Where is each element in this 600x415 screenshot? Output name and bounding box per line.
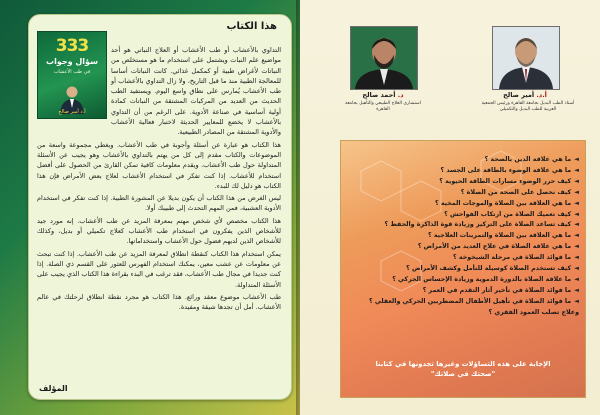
list-item: ◄ما هي علاقة الدين بالصحة ؟ [484,156,579,163]
author-signature: المؤلف [39,384,68,393]
author-desc-amir: أستاذ الطب البديل بجامعة القاهرة ورئيس الجمعية العربية للطب البديل والتكميلي [481,101,575,112]
book-description [37,45,281,314]
list-item: ◄كيف تستخدم الصلاة كوسيلة للتأمل وكشف الأمراض ؟ [406,265,579,273]
author-desc-ahmed: استشاري العلاج الطبيعي والتأهيل بجامعة القاهرة [345,101,421,112]
list-item: ◄ما فوائد الصلاة في تأخير آثار التقدم في العمر ؟ [422,286,579,294]
cover-author: أ.د أمير صالح [58,109,86,115]
list-item: ◄كيف نحصل على الصحة من الصلاة ؟ [460,188,579,196]
footer-line: الإجابة على هذه التساؤلات وغيرها تجدونها في كتابنا [375,360,551,368]
paragraph: يمكن استخدام هذا الكتاب كنقطة انطلاق لمعرفة المزيد عن طب الأعشاب. إذا كنت تبحث عن معلومات عن عشب معين، يمكنك استخدام الفهرس للعثور على القسم ذي الصلة. إذا كنت جديدا في مجال طب الأعشاب، فقد ترغب في البدء بقراءة هذا الكتاب الذي يجيب على الأسئلة المتداولة. [37,249,281,289]
list-item: ◄كيف حرر الوضوء مسارات الطاقة الحيوية ؟ [439,177,579,185]
paragraph: هذا الكتاب هو عبارة عن أسئلة وأجوبة في طب الأعشاب. ويغطي مجموعة واسعة من الموضوعات والكتاب مقدم إلى كل من يهتم بالتداوي بالأعشاب وهو يجيب عن الأسئلة المتداولة حول طب الأعشاب. ويقدم معلومات كافية تمكن القارئ من الحصول على أفضل استخدام للأعشاب. إذا كنت تفكر في استخدام الأعشاب لعلاج بعض الأمراض فإن هذا الكتاب هو دليل لك للبدء. [37,140,281,190]
list-item: ◄ما فوائد الصلاة في تأهيل الأطفال المضطربين الحركي والعقلي ؟ [369,297,579,305]
book-title-quote: "صحتك في صلاتك" [430,370,496,378]
list-item: ◄كيف تعميك الصلاة من ارتكاب الفواحش ؟ [444,210,579,218]
list-item: ◄ما هي العلاقة بين الصلاة والتمرينات العلاجية ؟ [427,232,579,240]
list-item: ◄ما علاقة الصلاة بالدورة الدموية وزيادة الإحساس الحركي ؟ [392,275,579,283]
paragraph: هذا الكتاب مخصص لأي شخص مهتم بمعرفة المزيد عن طب الأعشاب. إنه مورد جيد للأشخاص الذين يفكرون في استخدام طب الأعشاب كعلاج تكميلي أو بديل، وكذلك للأشخاص الذين لديهم فضول حول الأعشاب واستخداماتها. [37,216,281,246]
list-item: ◄ما هي علاقة الصلاة في علاج العديد من الأمراض ؟ [417,243,579,251]
front-page [300,0,600,415]
author-name-ahmed: د. أحمد صالح [362,91,404,99]
author-photo-amir [492,26,560,90]
list-item: ◄ما فوائد الصلاة في مرحلة الشيخوخة ؟ [453,254,579,262]
section-title: هذا الكتاب [226,21,277,32]
cover-title: سؤال وجواب [46,57,98,66]
author-name-amir: أ.د. أمير صالح [503,91,547,99]
about-book-card [28,14,292,400]
list-item: ◄ما هي علاقة الوضوء بالطاقة على الجسد ؟ [440,166,579,174]
cover-number: 333 [55,36,89,56]
cover-subtitle: في طب الأعشاب [53,69,91,75]
list-item: ◄كيف تساعد الصلاة على التركيز وزيادة قوة الذاكرة والحفظ ؟ [384,221,579,229]
list-item-continued: وعلاج تصلب العمود الفقري ؟ [488,308,579,316]
questions-footer [347,359,579,379]
paragraph: طب الأعشاب موضوع معقد ورائع. هذا الكتاب هو مجرد نقطة انطلاق لرحلتك في عالم الأعشاب. أمل أن تجدها شيقة ومفيدة. [37,292,281,312]
questions-box [340,140,586,398]
questions-list [349,155,579,319]
portrait-icon [493,27,559,89]
portrait-icon [351,27,417,89]
list-item: ◄ما هي العلاقة بين الصلاة والموجات المخية ؟ [435,199,579,207]
paragraph: التداوي بالأعشاب أو طب الأعشاب أو العلاج النباتي هو أحد مواضيع علم النبات ويشتمل على استخدام ما هو مستخلص من النباتات لأغراض طبية أو كمكمل غذائي. كانت النباتات أساسا للمعالجة الطبية منذ ما قبل التاريخ، ولا زال التداوي بالأعشاب أو طب الأعشاب يُمارس على نطاق واسع اليوم. ويستفيد الطب الحديث من العديد من المركبات المشتقة من النباتات كمادة أولية أساسية في صناعة الأدوية. على الرغم من أن التداوي بالأعشاب لا يخضع للمعايير الحديثة لاختبار فعالية الأعشاب والأدوية المشتقة من المصادر الطبيعية. [111,46,281,137]
author-photo-ahmed [350,26,418,90]
paragraph: ليس الغرض من هذا الكتاب أن يكون بديلا عن المشورة الطبية. إذا كنت تفكر في استخدام الأدوية العشبية، فمن المهم التحدث إلى طبيبك أولا. [37,194,281,213]
